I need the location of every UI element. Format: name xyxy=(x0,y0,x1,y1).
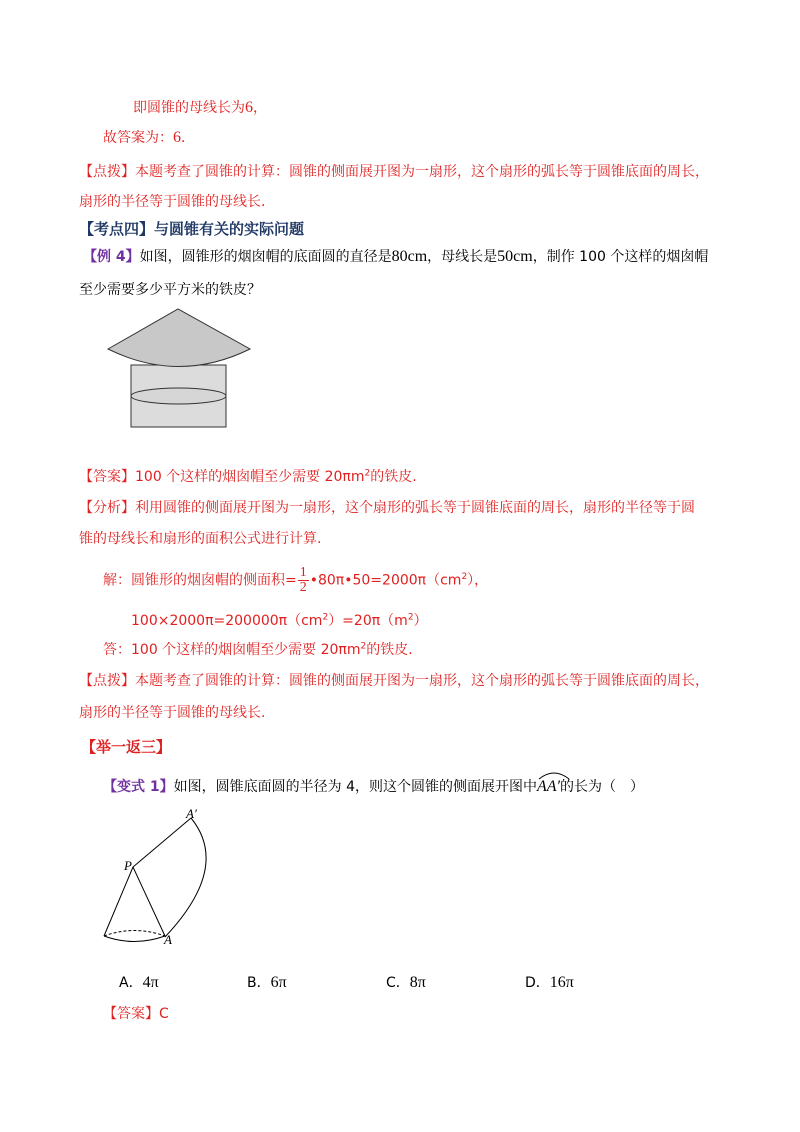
label-p: P xyxy=(124,858,132,873)
analysis-4-line2: 锥的母线长和扇形的面积公式进行计算. xyxy=(79,531,322,547)
analysis-4-line1: 【分析】利用圆锥的侧面展开图为一扇形，这个扇形的弧长等于圆锥底面的周长，扇形的半径等于圆 xyxy=(79,500,695,516)
line-generatrix-length: 即圆锥的母线长为6， xyxy=(133,99,267,116)
variant-1-question: 【变式 1】如图，圆锥底面圆的半径为 4，则这个圆锥的侧面展开图中 AA′的长为（ ） xyxy=(103,774,644,796)
option-c[interactable]: C．8π xyxy=(386,974,426,991)
analysis-tag: 【分析】 xyxy=(79,500,135,516)
final-answer-line: 答：100 个这样的烟囱帽至少需要 $20\pi m^2$的铁皮. xyxy=(103,641,413,658)
answer-variant-1: 【答案】C xyxy=(103,1006,169,1022)
cone-development-figure xyxy=(95,805,225,955)
label-a: A xyxy=(164,932,172,947)
dianbo-1-line2: 扇形的半径等于圆锥的母线长． xyxy=(79,194,275,210)
dianbo-2-line1: 【点拨】本题考查了圆锥的计算：圆锥的侧面展开图为一扇形，这个扇形的弧长等于圆锥底面的周长， xyxy=(79,673,709,689)
option-a[interactable]: A．4π xyxy=(119,974,159,991)
variant-tag: 【变式 1】 xyxy=(103,779,174,795)
example-4-line2: 至少需要多少平方米的铁皮？ xyxy=(79,282,261,298)
dianbo-1-line1: 【点拨】本题考查了圆锥的计算：圆锥的侧面展开图为一扇形，这个扇形的弧长等于圆锥底面的周长， xyxy=(79,164,709,180)
example-tag: 【例 4】 xyxy=(83,249,140,265)
fraction-half: $\frac{1}{2}$ xyxy=(299,565,307,595)
arc-mark-icon xyxy=(537,770,571,780)
answer-tag: 【答案】 xyxy=(103,1006,159,1022)
example-4-line1: 【例 4】如图，圆锥形的烟囱帽的底面圆的直径是80cm，母线长是50cm，制作 100 个这样的烟囱帽 xyxy=(83,248,709,265)
solution-line: 解：圆锥形的烟囱帽的侧面积= $\frac{1}{2}$ $•80\pi•50=2000\pi(cm^2)$， xyxy=(103,565,489,595)
generatrix-value: 6 xyxy=(245,99,253,116)
arc-aa-prime: AA′ xyxy=(537,774,560,796)
answer-value: 6 xyxy=(173,129,181,146)
option-b[interactable]: B．6π xyxy=(247,974,287,991)
dianbo-tag: 【点拨】 xyxy=(79,673,135,689)
answer-tag: 【答案】 xyxy=(79,469,135,485)
calculation-line: $100\times 2000\pi=200000\pi(cm^2)=20\pi(m^2)$ xyxy=(131,612,428,629)
section-title-kaodian4: 【考点四】与圆锥有关的实际问题 xyxy=(79,220,305,238)
answer-4: 【答案】100 个这样的烟囱帽至少需要 $20\pi m^2$的铁皮. xyxy=(79,468,417,485)
dianbo-tag: 【点拨】 xyxy=(79,164,135,180)
chimney-cap-figure xyxy=(100,305,260,430)
line-answer-is: 故答案为：6． xyxy=(103,129,195,146)
label-a-prime: A′ xyxy=(186,806,197,821)
option-d[interactable]: D．16π xyxy=(525,974,574,991)
section-title-juyi: 【举一返三】 xyxy=(81,738,172,756)
dianbo-2-line2: 扇形的半径等于圆锥的母线长. xyxy=(79,705,266,721)
